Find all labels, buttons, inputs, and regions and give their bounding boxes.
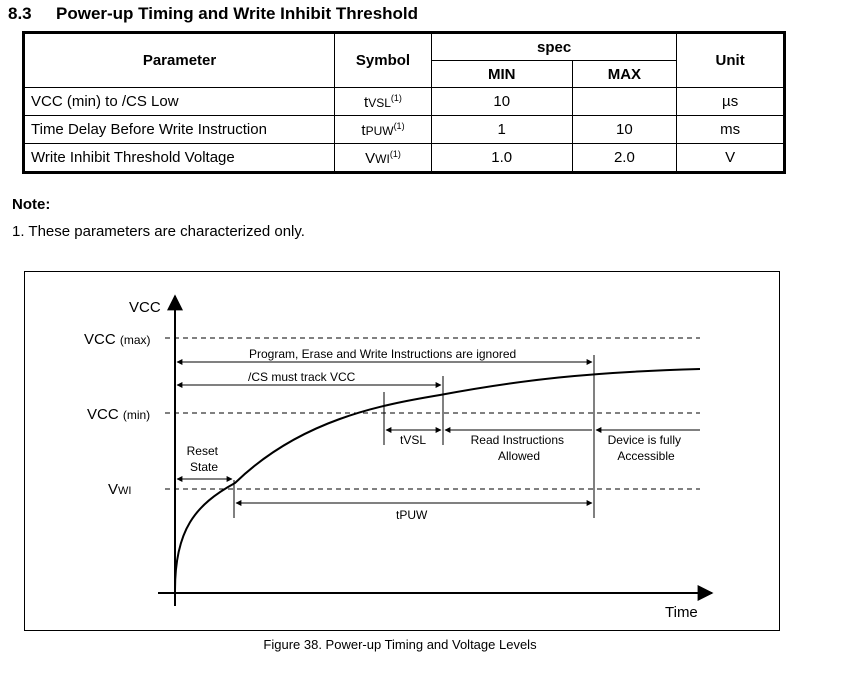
y-axis-label: VCC	[129, 299, 161, 316]
header-min: MIN	[431, 61, 572, 88]
cell-unit: ms	[677, 116, 785, 144]
header-max: MAX	[572, 61, 677, 88]
cell-symbol: VWI$^{(1)}$	[335, 144, 432, 173]
table-header-row	[24, 33, 785, 61]
vcc-min-label: VCC (min)	[87, 406, 151, 423]
cell-symbol: tVSL$^{(1)}$	[335, 88, 432, 116]
timing-figure-frame	[24, 271, 780, 631]
cell-min: 1	[431, 116, 572, 144]
vwi-label: VWI	[108, 481, 132, 498]
header-parameter: Parameter	[24, 33, 335, 88]
header-spec: spec	[431, 33, 676, 61]
cell-max	[572, 88, 677, 116]
cell-min: 10	[431, 88, 572, 116]
cell-unit: µs	[677, 88, 785, 116]
note-heading: Note:	[12, 196, 51, 213]
cell-max: 10	[572, 116, 677, 144]
x-axis-label: Time	[665, 604, 698, 621]
cell-parameter: VCC (min) to /CS Low	[24, 88, 335, 116]
header-symbol: Symbol	[335, 33, 432, 88]
header-unit: Unit	[677, 33, 785, 88]
table-row	[24, 116, 785, 144]
section-number: 8.3	[8, 4, 32, 23]
tvsl-label: tVSL	[400, 433, 427, 447]
table-row	[24, 144, 785, 173]
cell-unit: V	[677, 144, 785, 173]
tpuw-label: tPUW	[396, 508, 428, 522]
cell-min: 1.0	[431, 144, 572, 173]
cell-parameter: Write Inhibit Threshold Voltage	[24, 144, 335, 173]
vcc-max-label: VCC (max)	[84, 331, 151, 348]
read-allowed-label: Read Instructions Allowed	[470, 433, 565, 463]
section-heading	[8, 4, 418, 24]
ignored-label: Program, Erase and Write Instructions are ignored	[249, 347, 517, 361]
cs-track-label: /CS must track VCC	[248, 370, 356, 384]
section-title: Power-up Timing and Write Inhibit Threshold	[56, 4, 419, 23]
note-item: 1. These parameters are characterized only.	[12, 223, 305, 240]
cell-parameter: Time Delay Before Write Instruction	[24, 116, 335, 144]
cell-max: 2.0	[572, 144, 677, 173]
figure-caption: Figure 38. Power-up Timing and Voltage Levels	[263, 637, 537, 652]
power-up-parameters-table	[22, 31, 786, 174]
cell-symbol: tPUW$^{(1)}$	[335, 116, 432, 144]
reset-label: Reset State	[186, 444, 219, 474]
accessible-label: Device is fully Accessible	[607, 433, 682, 463]
table-row	[24, 88, 785, 116]
